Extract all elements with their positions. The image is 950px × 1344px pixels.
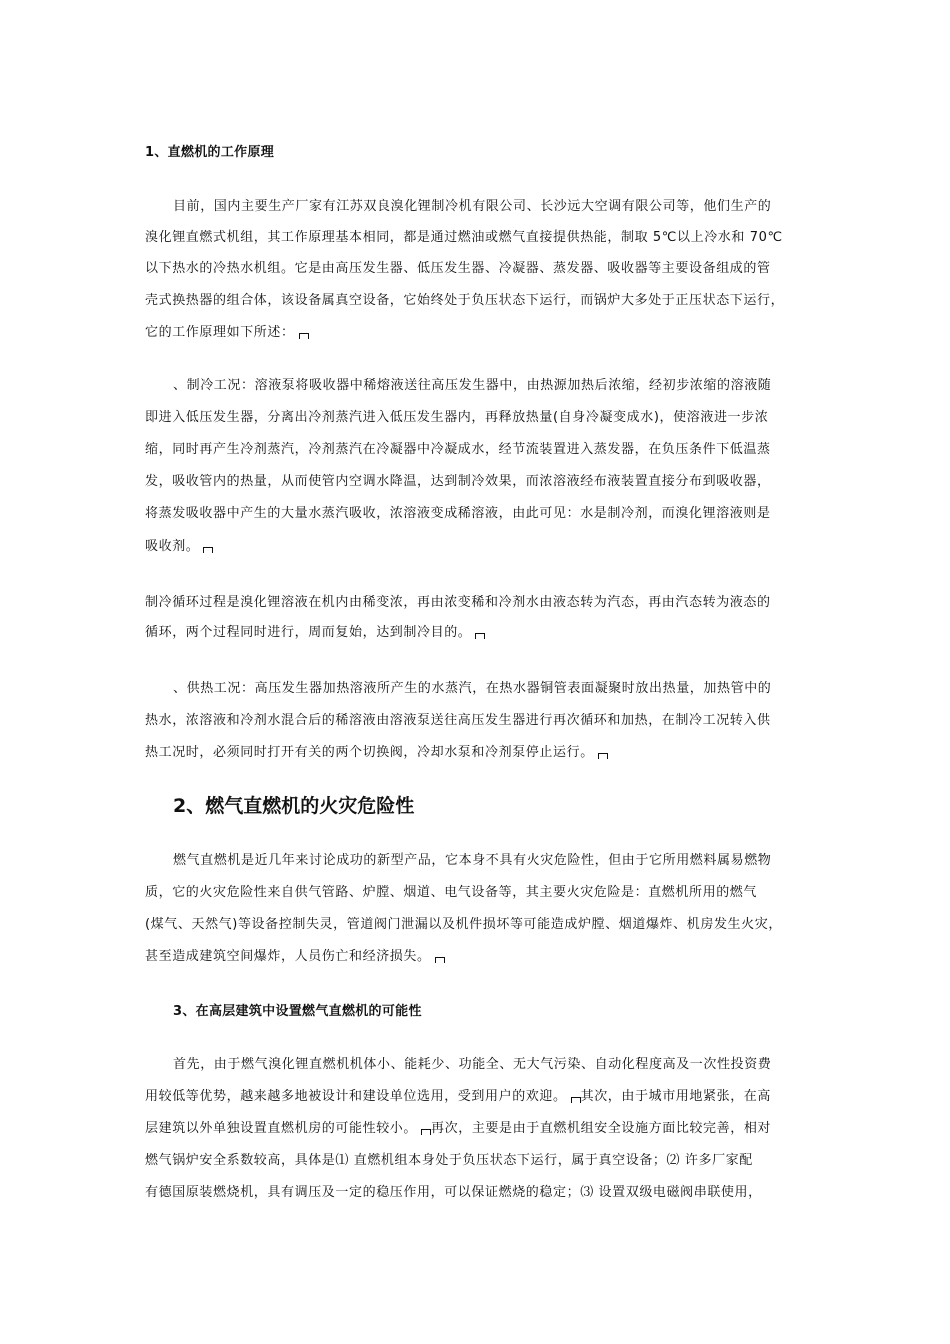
- paragraph-line: 将蒸发吸收器中产生的大量水蒸汽吸收，浓溶液变成稀溶液，由此可见：水是制冷剂，而溴化锂溶液则是: [145, 506, 771, 521]
- section-2-heading: 2、燃气直燃机的火灾危险性: [173, 795, 415, 817]
- paragraph-line: 目前，国内主要生产厂家有江苏双良溴化锂制冷机有限公司、长沙远大空调有限公司等，他们生产的: [173, 199, 772, 214]
- paragraph-text: 再次，主要是由于直燃机组安全设施方面比较完善，相对: [431, 1121, 772, 1136]
- paragraph-line: 缩，同时再产生冷剂蒸汽，冷剂蒸汽在冷凝器中冷凝成水，经节流装置进入蒸发器，在负压条件下低温蒸: [145, 442, 771, 457]
- paragraph-line: (煤气、天然气)等设备控制失灵，管道阀门泄漏以及机件损坏等可能造成炉膛、烟道爆炸、机房发生火灾，: [145, 917, 782, 932]
- paragraph-line: 壳式换热器的组合体，该设备属真空设备，它始终处于负压状态下运行，而锅炉大多处于正压状态下运行，: [145, 293, 785, 308]
- paragraph-line: 质，它的火灾危险性来自供气管路、炉膛、烟道、电气设备等，其主要火灾危险是：直燃机所用的燃气: [145, 885, 758, 900]
- paragraph-line: [145, 945, 445, 964]
- paragraph-line: [145, 535, 213, 554]
- paragraph-line: 、制冷工况：溶液泵将吸收器中稀熔液送往高压发生器中，由热源加热后浓缩，经初步浓缩的溶液随: [173, 378, 772, 393]
- paragraph-text: 热工况时，必须同时打开有关的两个切换阀，冷却水泵和冷剂泵停止运行。: [145, 745, 594, 760]
- paragraph-mark-icon: [475, 633, 485, 639]
- paragraph-line: 发，吸收管内的热量，从而使管内空调水降温，达到制冷效果，而浓溶液经布液装置直接分布到吸收器，: [145, 474, 771, 489]
- paragraph-text: 它的工作原理如下所述：: [145, 325, 295, 340]
- paragraph-line: 溴化锂直燃式机组，其工作原理基本相同，都是通过燃油或燃气直接提供热能，制取 5℃以上冷水和 70℃: [145, 230, 783, 245]
- paragraph-line: 有德国原装燃烧机，具有调压及一定的稳压作用，可以保证燃烧的稳定；⑶ 设置双级电磁阀串联使用，: [145, 1185, 762, 1200]
- paragraph-line: 制冷循环过程是溴化锂溶液在机内由稀变浓，再由浓变稀和冷剂水由液态转为汽态，再由汽态转为液态的: [145, 595, 771, 610]
- paragraph-line: [145, 1117, 771, 1136]
- paragraph-text: 层建筑以外单独设置直燃机房的可能性较小。: [145, 1121, 418, 1136]
- paragraph-mark-icon: [598, 753, 608, 759]
- paragraph-mark-icon: [571, 1097, 581, 1103]
- paragraph-line: 燃气直燃机是近几年来讨论成功的新型产品，它本身不具有火灾危险性，但由于它所用燃料属易燃物: [173, 853, 772, 868]
- paragraph-line: 、供热工况：高压发生器加热溶液所产生的水蒸汽，在热水器铜管表面凝聚时放出热量，加热管中的: [173, 681, 772, 696]
- paragraph-mark-icon: [299, 333, 309, 339]
- section-3-heading: 3、在高层建筑中设置燃气直燃机的可能性: [173, 1004, 422, 1019]
- paragraph-text: 用较低等优势，越来越多地被设计和建设单位选用，受到用户的欢迎。: [145, 1089, 567, 1104]
- paragraph-line: [145, 321, 309, 340]
- paragraph-line: 即进入低压发生器，分离出冷剂蒸汽进入低压发生器内，再释放热量(自身冷凝变成水)，使溶液进一步浓: [145, 410, 769, 425]
- paragraph-line: 首先，由于燃气溴化锂直燃机机体小、能耗少、功能全、无大气污染、自动化程度高及一次性投资费: [173, 1057, 772, 1072]
- paragraph-mark-icon: [421, 1129, 431, 1135]
- paragraph-mark-icon: [203, 547, 213, 553]
- paragraph-line: 以下热水的冷热水机组。它是由高压发生器、低压发生器、冷凝器、蒸发器、吸收器等主要设备组成的管: [145, 261, 771, 276]
- paragraph-text: 其次，由于城市用地紧张，在高: [580, 1089, 772, 1104]
- paragraph-line: 燃气锅炉安全系数较高，具体是⑴ 直燃机组本身处于负压状态下运行，属于真空设备；⑵ 许多厂家配: [145, 1153, 753, 1168]
- paragraph-line: [145, 741, 608, 760]
- section-1-heading: 1、直燃机的工作原理: [145, 145, 275, 160]
- paragraph-line: [145, 1085, 771, 1104]
- paragraph-mark-icon: [435, 957, 445, 963]
- paragraph-text: 循环，两个过程同时进行，周而复始，达到制冷目的。: [145, 625, 472, 640]
- paragraph-text: 吸收剂。: [145, 539, 200, 554]
- paragraph-line: 热水，浓溶液和冷剂水混合后的稀溶液由溶液泵送往高压发生器进行再次循环和加热，在制冷工况转入供: [145, 713, 771, 728]
- paragraph-line: [145, 621, 485, 640]
- paragraph-text: 甚至造成建筑空间爆炸，人员伤亡和经济损失。: [145, 949, 431, 964]
